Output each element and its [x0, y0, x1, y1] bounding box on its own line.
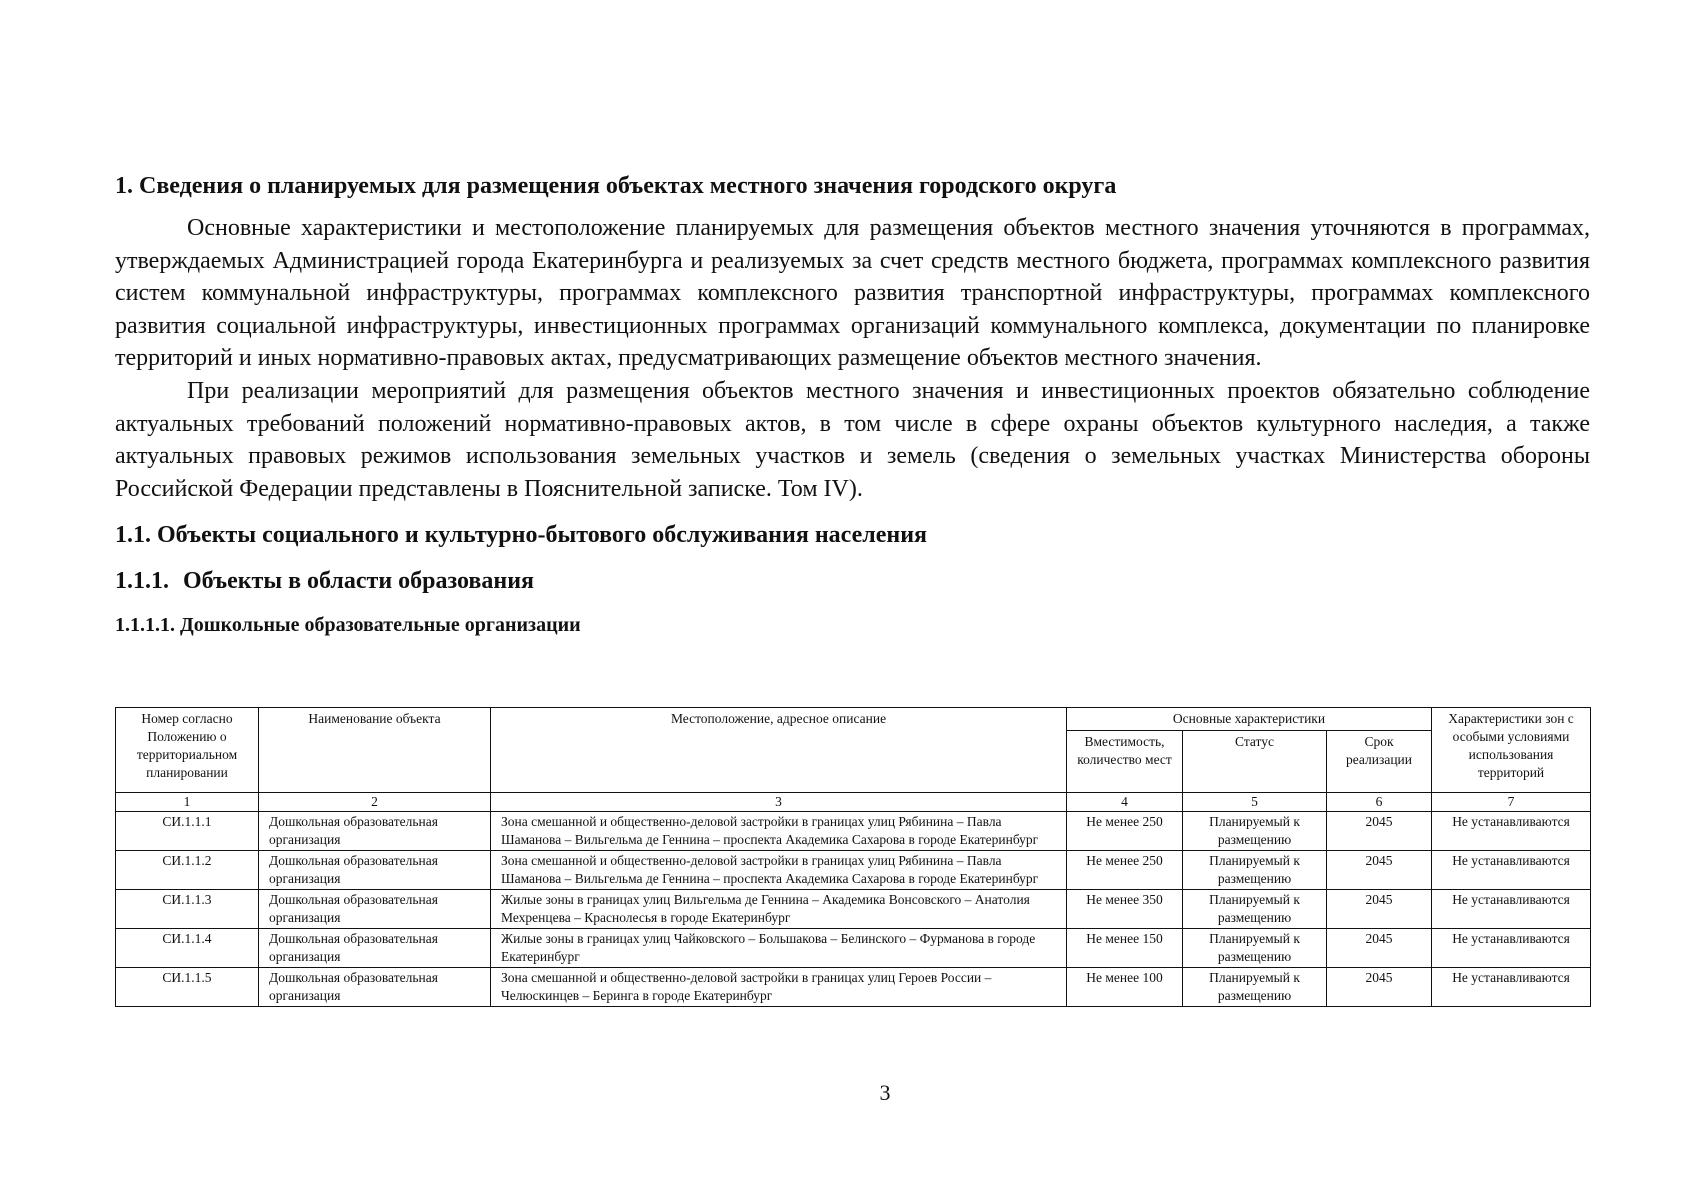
subsection-title-1-1-1-1: 1.1.1.1. Дошкольные образовательные организации	[115, 614, 581, 637]
cell-term: 2045	[1327, 968, 1432, 1007]
cell-location: Зона смешанной и общественно-деловой застройки в границах улиц Рябинина – Павла Шаманова – Вильгельма де Геннина – проспекта Академика Сахарова в городе Екатеринбург	[491, 812, 1067, 851]
cell-id: СИ.1.1.5	[116, 968, 259, 1007]
cell-status: Планируемый к размещению	[1183, 812, 1327, 851]
cell-id: СИ.1.1.2	[116, 851, 259, 890]
cell-name: Дошкольная образовательная организация	[259, 890, 491, 929]
header-name: Наименование объекта	[259, 708, 491, 793]
cell-term: 2045	[1327, 929, 1432, 968]
cell-capacity: Не менее 100	[1067, 968, 1183, 1007]
header-term: Срок реализации	[1327, 731, 1432, 793]
header-capacity: Вместимость, количество мест	[1067, 731, 1183, 793]
cell-capacity: Не менее 250	[1067, 812, 1183, 851]
subsection-title-1-1: 1.1. Объекты социального и культурно-бытового обслуживания населения	[115, 522, 928, 549]
paragraph-2: При реализации мероприятий для размещения объектов местного значения и инвестиционных проектов обязательно соблюдение актуальных требований положений нормативно-правовых актов, в том числе в сфере охраны объектов культурного наследия, а также актуальных правовых режимов использования земельных участков и земель (сведения о земельных участках Министерства обороны Российской Федерации представлены в Пояснительной записке. Том IV).	[115, 377, 1590, 502]
column-number: 3	[491, 793, 1067, 812]
cell-location: Жилые зоны в границах улиц Чайковского – Большакова – Белинского – Фурманова в городе Екатеринбург	[491, 929, 1067, 968]
header-zones: Характеристики зон с особыми условиями использования территорий	[1432, 708, 1591, 793]
cell-term: 2045	[1327, 851, 1432, 890]
column-number: 4	[1067, 793, 1183, 812]
table-row	[116, 812, 1591, 851]
document-page	[115, 170, 1590, 639]
cell-name: Дошкольная образовательная организация	[259, 812, 491, 851]
cell-name: Дошкольная образовательная организация	[259, 851, 491, 890]
table-row	[116, 851, 1591, 890]
header-number: Номер согласно Положению о территориальном планировании	[116, 708, 259, 793]
cell-status: Планируемый к размещению	[1183, 890, 1327, 929]
cell-id: СИ.1.1.4	[116, 929, 259, 968]
header-location: Местоположение, адресное описание	[491, 708, 1067, 793]
column-number: 7	[1432, 793, 1591, 812]
header-status: Статус	[1183, 731, 1327, 793]
objects-table	[115, 707, 1591, 1007]
cell-status: Планируемый к размещению	[1183, 929, 1327, 968]
table-row	[116, 929, 1591, 968]
subsection-label: Объекты в области образования	[183, 568, 535, 595]
cell-location: Жилые зоны в границах улиц Вильгельма де Геннина – Академика Вонсовского – Анатолия Мехренцева – Краснолесья в городе Екатеринбург	[491, 890, 1067, 929]
cell-location: Зона смешанной и общественно-деловой застройки в границах улиц Героев России – Челюскинцев – Беринга в городе Екатеринбург	[491, 968, 1067, 1007]
column-number: 2	[259, 793, 491, 812]
subsection-title-1-1-1	[115, 565, 1590, 597]
cell-location: Зона смешанной и общественно-деловой застройки в границах улиц Рябинина – Павла Шаманова – Вильгельма де Геннина – проспекта Академика Сахарова в городе Екатеринбург	[491, 851, 1067, 890]
cell-capacity: Не менее 250	[1067, 851, 1183, 890]
cell-capacity: Не менее 150	[1067, 929, 1183, 968]
cell-status: Планируемый к размещению	[1183, 851, 1327, 890]
paragraph-1: Основные характеристики и местоположение планируемых для размещения объектов местного значения уточняются в программах, утверждаемых Администрацией города Екатеринбурга и реализуемых за счет средств местного бюджета, программах комплексного развития систем коммунальной инфраструктуры, программах комплексного развития транспортной инфраструктуры, программах комплексного развития социальной инфраструктуры, инвестиционных программах организаций коммунального комплекса, документации по планировке территорий и иных нормативно-правовых актах, предусматривающих размещение объектов местного значения.	[115, 215, 1590, 372]
section-title: 1. Сведения о планируемых для размещения объектах местного значения городского округа	[115, 173, 1117, 199]
cell-zones: Не устанавливаются	[1432, 929, 1591, 968]
cell-term: 2045	[1327, 890, 1432, 929]
cell-id: СИ.1.1.3	[116, 890, 259, 929]
column-number: 1	[116, 793, 259, 812]
cell-zones: Не устанавливаются	[1432, 890, 1591, 929]
cell-name: Дошкольная образовательная организация	[259, 929, 491, 968]
cell-id: СИ.1.1.1	[116, 812, 259, 851]
cell-name: Дошкольная образовательная организация	[259, 968, 491, 1007]
column-number: 5	[1183, 793, 1327, 812]
cell-zones: Не устанавливаются	[1432, 851, 1591, 890]
cell-term: 2045	[1327, 812, 1432, 851]
header-main-characteristics: Основные характеристики	[1067, 708, 1432, 731]
subsection-number: 1.1.1.	[115, 568, 169, 595]
cell-zones: Не устанавливаются	[1432, 812, 1591, 851]
cell-capacity: Не менее 350	[1067, 890, 1183, 929]
page-number: 3	[879, 1080, 891, 1105]
cell-zones: Не устанавливаются	[1432, 968, 1591, 1007]
table-row	[116, 890, 1591, 929]
column-numbers-row	[116, 793, 1591, 812]
cell-status: Планируемый к размещению	[1183, 968, 1327, 1007]
column-number: 6	[1327, 793, 1432, 812]
table-row	[116, 968, 1591, 1007]
